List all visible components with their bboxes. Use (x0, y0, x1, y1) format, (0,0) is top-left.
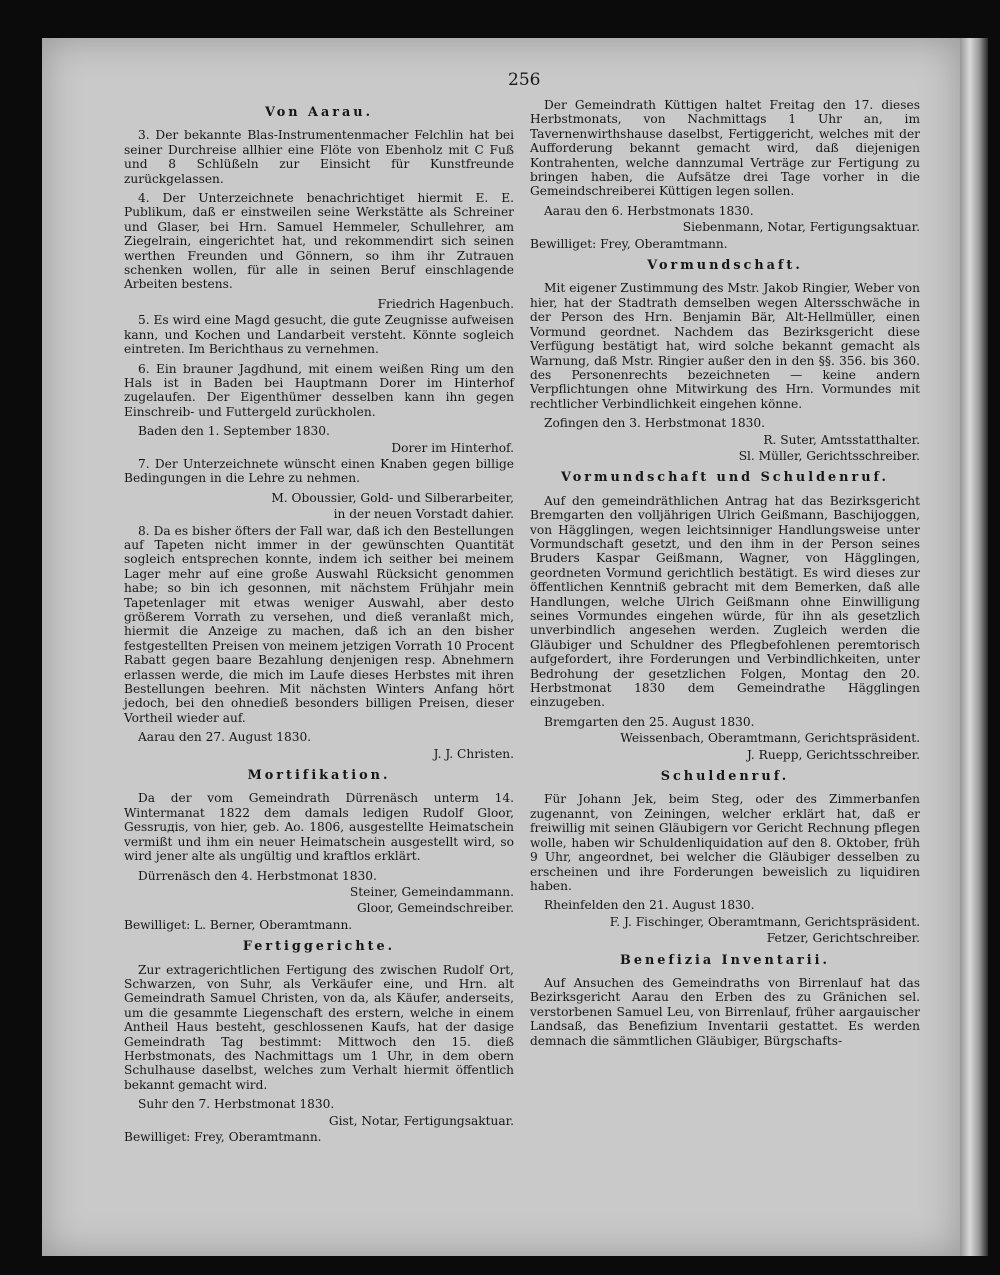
mortifikation-text: Da der vom Gemeindrath Dürrenäsch unterm 14. Wintermanat 1822 dem damals ledigen Rudolf Gloor, Gessruдis, von hier, geb. Ao. 1806, ausgestellte Heimatschein vermißt und ihm ein neuer Heimatschein ausgestellt wird, so wird jener alte als ungültig und kraftlos erklärt. (124, 791, 514, 864)
fertiggerichte-signature: Gist, Notar, Fertigungsaktuar. (328, 1113, 514, 1128)
right-column (530, 98, 920, 1053)
heading-schuldenruf: Schuldenruf. (660, 769, 790, 785)
vormundschaft-schuldenruf-signature-2: J. Ruepp, Gerichtsschreiber. (746, 747, 920, 762)
vormundschaft-signature-1: R. Suter, Amtsstatthalter. (763, 432, 920, 447)
notice-5: 5. Es wird eine Magd gesucht, die gute Zeugnisse aufweisen kann, und Kochen und Landarbeit versteht. Könnte sogleich eintreten. Im Berichthaus zu vernehmen. (124, 313, 514, 357)
heading-mortifikation: Mortifikation. (247, 768, 391, 784)
kuettigen-approved: Bewilliget: Frey, Oberamtmann. (530, 236, 728, 251)
vormundschaft-schuldenruf-text: Auf den gemeindräthlichen Antrag hat das Bezirksgericht Bremgarten den volljährigen Ulrich Geißmann, Baschijoggen, von Hägglingen, wegen leichtsinniger Handlungsweise unter Vormundschaft gesetzt, und den ihm in der Person seines Bruders Kaspar Geißmann, Wagner, von Hägglingen, geordneten Vormund gerichtlich bestätigt. Es wird dieses zur öffentlichen Kenntniß gebracht mit dem Bemerken, daß alle Handlungen, welche Ulrich Geißmann ohne Einwilligung seines Vormundes eingehen würde, für ihn als gesetzlich unverbindlich angesehen werden. Zugleich werden die Gläubiger und Schuldner des Pflegbefohlenen peremtorisch aufgefordert, ihre Forderungen und Verbindlichkeiten, unter Bedrohung der gesetzlichen Folgen, Montag den 20. Herbstmonat 1830 dem Gemeindrathe Hägglingen einzugeben. (530, 493, 920, 710)
heading-benefizia-inventarii: Benefizia Inventarii. (620, 952, 830, 968)
notice-6: 6. Ein brauner Jagdhund, mit einem weißen Ring um den Hals ist in Baden bei Hauptmann Dorer im Hinterhof zugelaufen. Der Eigenthümer desselben kann ihn gegen Einschreib- und Futtergeld zurückholen. (124, 361, 514, 419)
notice-4-signature: Friedrich Hagenbuch. (377, 296, 514, 311)
notice-7-signature-1: M. Oboussier, Gold- und Silberarbeiter, (271, 490, 514, 505)
notice-4: 4. Der Unterzeichnete benachrichtiget hiermit E. E. Publikum, daß er einstweilen seine Werkstätte als Schreiner und Glaser, bei Hrn. Samuel Hemmeler, Schullehrer, am Ziegelrain, eingerichtet hat, und rekommendirt sich seinen werthen Freunden und Gönnern, so ihm ihr Zutrauen schenken wollen, für alle in seinen Beruf einschlagende Arbeiten bestens. (124, 191, 514, 292)
vormundschaft-date: Zofingen den 3. Herbstmonat 1830. (544, 416, 766, 431)
notice-6-signature: Dorer im Hinterhof. (391, 440, 514, 455)
vormundschaft-text: Mit eigener Zustimmung des Mstr. Jakob Ringier, Weber von hier, hat der Stadtrath demselben wegen Altersschwäche in der Person des Hrn. Benjamin Bär, Alt-Hellmüller, einen Vormund geordnet. Nachdem das Bezirksgericht diese Verfügung bestätigt hat, wird solche bekannt gemacht als Warnung, daß Mstr. Ringier außer den in den §§. 356. bis 360. des Personenrechts bezeichneten — keine andern Verpflichtungen ohne Mitwirkung des Hrn. Vormundes mit rechtlicher Verbindlichkeit eingehen könne. (530, 281, 920, 411)
notice-6-date: Baden den 1. September 1830. (138, 424, 330, 439)
vormundschaft-signature-2: Sl. Müller, Gerichtsschreiber. (738, 448, 920, 463)
left-column (124, 98, 514, 1149)
schuldenruf-signature-1: F. J. Fischinger, Oberamtmann, Gerichtspräsident. (609, 914, 920, 929)
benefizia-inventarii-text: Auf Ansuchen des Gemeindraths von Birrenlauf hat das Bezirksgericht Aarau den Erben des zu Gränichen sel. verstorbenen Samuel Leu, von Birrenlauf, früher aargauischer Landsaß, das Benefizium Inventarii gestattet. Es werden demnach die sämmtlichen Gläubiger, Bürgschafts- (530, 975, 920, 1048)
mortifikation-approved: Bewilliget: L. Berner, Oberamtmann. (124, 917, 353, 932)
heading-vormundschaft: Vormundschaft. (647, 258, 803, 274)
fertiggerichte-text: Zur extragerichtlichen Fertigung des zwischen Rudolf Ort, Schwarzen, von Suhr, als Verkäufer eine, und Hrn. alt Gemeindrath Samuel Christen, von da, als Käufer, anderseits, um die gesammte Liegenschaft des erstern, welche in einem Antheil Haus besteht, geschlossenen Kaufs, hat der dasige Gemeindrath Tag bestimmt: Mittwoch den 15. dieß Herbstmonats, des Nachmittags um 1 Uhr, in dem obern Schulhause daselbst, welches zum Verhalt hiermit öffentlich bekannt gemacht wird. (124, 962, 514, 1092)
mortifikation-signature-2: Gloor, Gemeindschreiber. (356, 901, 514, 916)
notice-8-date: Aarau den 27. August 1830. (138, 730, 312, 745)
notice-7-signature-2: in der neuen Vorstadt dahier. (333, 507, 514, 522)
notice-7: 7. Der Unterzeichnete wünscht einen Knaben gegen billige Bedingungen in die Lehre zu nehmen. (124, 456, 514, 486)
vormundschaft-schuldenruf-date: Bremgarten den 25. August 1830. (544, 714, 755, 729)
notice-8: 8. Da es bisher öfters der Fall war, daß ich den Bestellungen auf Tapeten nicht immer in der gewünschten Quantität sogleich entsprechen konnte, indem ich seither bei meinem Lager mehr auf eine große Auswahl Rücksicht genommen habe; so bin ich gesonnen, mit nächstem Frühjahr mein Tapetenlager mit etwas weniger Auswahl, aber desto größerem Vorrath zu versehen, und dieß veranlaßt mich, hiermit die Anzeige zu machen, daß ich an den bisher festgestellten Preisen von meinem jetzigen Vorrath 10 Procent Rabatt gegen baare Bezahlung denjenigen resp. Abnehmern erlassen werde, die mich im Laufe dieses Herbstes mit ihren Bestellungen beehren. Mit nächsten Winters Anfang hört jedoch, bei den ohnedieß besonders billigen Preisen, dieser Vortheil wieder auf. (124, 523, 514, 725)
schuldenruf-signature-2: Fetzer, Gerichtschreiber. (766, 931, 920, 946)
schuldenruf-text: Für Johann Jek, beim Steg, oder des Zimmerbanfen zugenannt, von Zeiningen, welcher erklärt hat, daß er freiwillig mit seinen Gläubigern vor Gericht Rechnung pflegen wolle, haben wir Schuldenliquidation auf den 8. Oktober, früh 9 Uhr, angeordnet, bei welcher die Gläubiger desselben zu erscheinen und ihre Forderungen beweislich zu liquidiren haben. (530, 792, 920, 893)
vormundschaft-schuldenruf-signature-1: Weissenbach, Oberamtmann, Gerichtspräsident. (620, 731, 920, 746)
kuettigen-date: Aarau den 6. Herbstmonats 1830. (544, 203, 754, 218)
page-edge (958, 38, 988, 1256)
schuldenruf-date: Rheinfelden den 21. August 1830. (544, 898, 755, 913)
notice-3: 3. Der bekannte Blas-Instrumentenmacher Felchlin hat bei seiner Durchreise allhier eine Flöte von Ebenholz mit C Fuß und 8 Schlüßeln zur Einsicht für Kunstfreunde zurückgelassen. (124, 128, 514, 186)
notice-8-signature: J. J. Christen. (433, 746, 514, 761)
page-number: 256 (508, 70, 541, 90)
kuettigen-signature: Siebenmann, Notar, Fertigungsaktuar. (682, 220, 920, 235)
heading-aarau: Von Aarau. (264, 105, 374, 120)
fertiggerichte-approved: Bewilliget: Frey, Oberamtmann. (124, 1130, 322, 1144)
heading-vormundschaft-schuldenruf: Vormundschaft und Schuldenruf. (560, 470, 890, 486)
heading-fertiggerichte: Fertiggerichte. (242, 939, 396, 955)
mortifikation-signature-1: Steiner, Gemeindammann. (349, 884, 514, 899)
mortifikation-date: Dürrenäsch den 4. Herbstmonat 1830. (138, 868, 377, 883)
kuettigen-text: Der Gemeindrath Küttigen haltet Freitag den 17. dieses Herbstmonats, von Nachmittags 1 Uhr an, im Tavernenwirthshause daselbst, Fertiggericht, welches mit der Aufforderung bekannt gemacht wird, daß diejenigen Kontrahenten, welche dannzumal Verträge zur Fertigung zu bringen haben, die Aufsätze drei Tage vorher in die Gemeindschreiberei Küttigen legen sollen. (530, 98, 920, 199)
fertiggerichte-date: Suhr den 7. Herbstmonat 1830. (138, 1097, 335, 1112)
